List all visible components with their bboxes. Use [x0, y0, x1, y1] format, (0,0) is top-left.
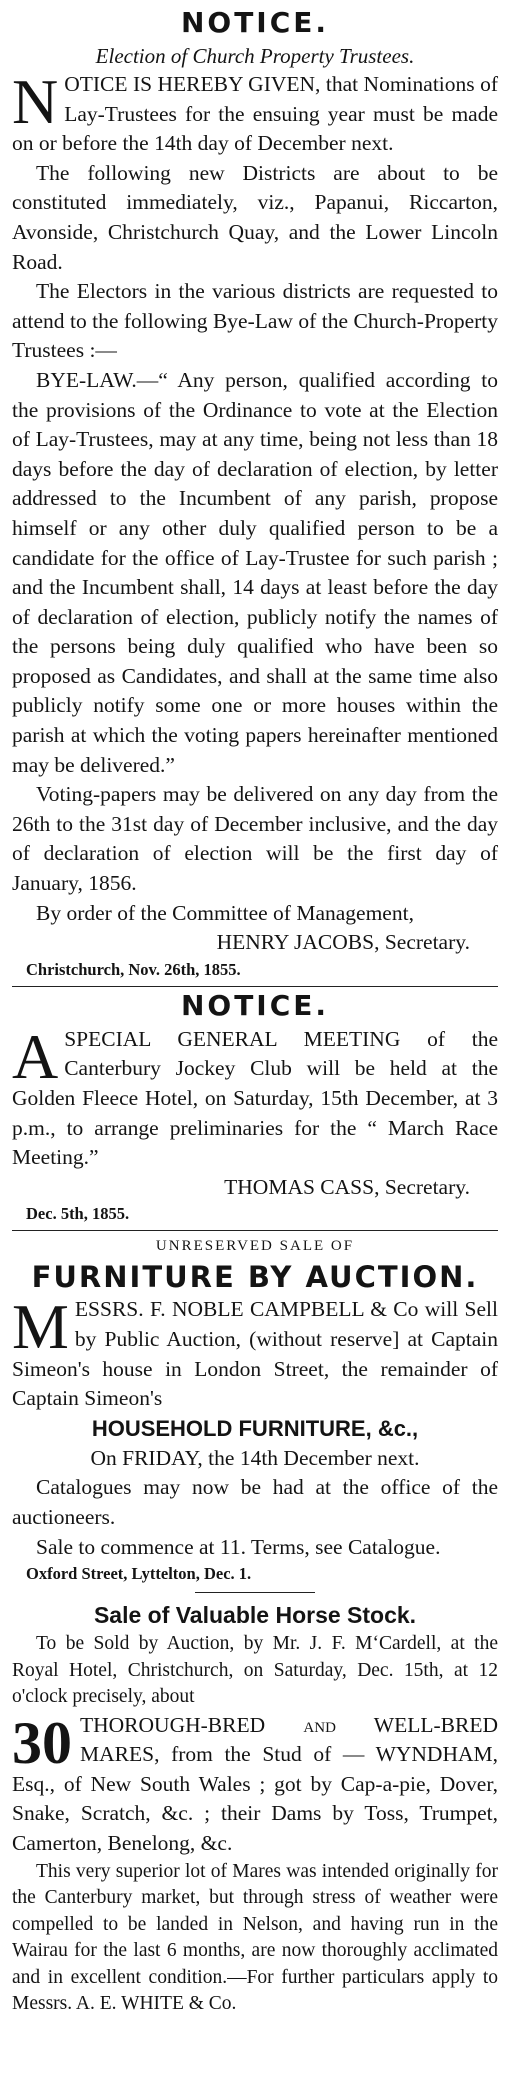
notice-subheading: Election of Church Property Trustees. — [95, 44, 415, 68]
drop-cap: N — [12, 66, 59, 137]
horse-sale-heading: Sale of Valuable Horse Stock. — [93, 1602, 417, 1629]
horse-sale-intro: To be Sold by Auction, by Mr. J. F. M‘Cardell, at the Royal Hotel, Christchurch, on Saturday, Dec. 15th, at 12 o'clock precisely, about — [12, 1633, 498, 1708]
signature-title: Secretary. — [384, 1174, 470, 1199]
paragraph-text: will Sell by Public Auction, (without reserve] at Captain Simeon's house in London Street, the remainder of Captain Simeon's — [12, 1297, 499, 1411]
furniture-auction — [12, 1233, 498, 1586]
horse-sale-paragraph-2: This very superior lot of Mares was intended originally for the Canterbury market, but through stress of weather were compelled to be landed in Nelson, and having run in the Wairau for the last 6 months, are now thoroughly acclimated and in excellent condition.—For further particulars apply to Messrs. A. E. WHITE & Co. — [12, 1860, 498, 2015]
notice-heading: NOTICE. — [180, 988, 330, 1022]
bye-law-paragraph — [12, 366, 498, 780]
auction-heading: FURNITURE BY AUCTION. — [31, 1260, 479, 1295]
horse-sale-paragraph — [12, 1711, 498, 1859]
bye-law-label: BYE-LAW. — [36, 367, 137, 392]
auction-date: On FRIDAY, the 14th December next. — [90, 1445, 420, 1470]
divider-short — [195, 1592, 315, 1593]
notice-jockey-club — [12, 989, 498, 1227]
lead-caps: SPECIAL GENERAL MEETING — [64, 1026, 401, 1051]
paragraph-text: of the Canterbury Jockey Club will be held at the Golden Fleece Hotel, on Saturday, 15th December, at 3 p.m., to arrange preliminaries for the “ March Race Meeting.” — [12, 1026, 498, 1170]
notice-church-property — [12, 6, 498, 982]
auction-paragraph-3: Sale to commence at 11. Terms, see Catalogue. — [36, 1534, 441, 1559]
signature-name: THOMAS CASS, — [224, 1174, 380, 1199]
lead-caps: ESSRS. F. NOBLE CAMPBELL & Co — [74, 1297, 419, 1322]
horse-sale — [12, 1599, 498, 2017]
signature-title: Secretary. — [384, 930, 470, 955]
drop-cap: A — [12, 1020, 59, 1092]
divider — [12, 1230, 498, 1231]
notice-paragraph-3: The Electors in the various districts are requested to attend to the following Bye-Law of the Church-Property Trustees :— — [12, 279, 498, 363]
notice-paragraph-5: By order of the Committee of Management, — [36, 900, 414, 925]
big-number: 30 — [12, 1709, 72, 1776]
signature-name: HENRY JACOBS, — [216, 930, 380, 955]
auction-preheading: UNRESERVED SALE OF — [155, 1238, 355, 1255]
auction-subheading: HOUSEHOLD FURNITURE, &c., — [91, 1415, 419, 1441]
paragraph-text: that Nominations of Lay-Trustees for the ensuing year must be made on or before the 14th day of December next. — [12, 72, 498, 156]
paragraph-text: from the Stud of — WYNDHAM, Esq., of New South Wales ; got by Cap-a-pie, Dover, Snake, Scratch, &c. ; their Dams by Toss, Trumpet, Camerton, Benelong, &c. — [12, 1742, 498, 1855]
notice-heading: NOTICE. — [180, 6, 330, 39]
dateline: Christchurch, Nov. 26th, 1855. — [26, 959, 241, 979]
signature — [12, 1173, 498, 1203]
dateline: Oxford Street, Lyttelton, Dec. 1. — [26, 1564, 252, 1584]
drop-cap: M — [12, 1291, 69, 1363]
bye-law-text: —“ Any person, qualified according to the provisions of the Ordinance to vote at the Election of Lay-Trustees, may at any time, being not less than 18 days before the day of declaration of election, by letter addressed to the Incumbent of any parish, propose himself or any other duly qualified person to be a candidate for the office of Lay-Trustee for such parish ; and the Incumbent shall, 14 days at least before the day of declaration of election, publicly notify the names of the persons being duly qualified who have been so proposed as Candidates, and shall at the same time also publicly notify some one or more houses within the parish at which the voting papers hereinafter mentioned may be delivered.” — [12, 367, 498, 777]
divider — [12, 986, 498, 987]
notice-paragraph — [12, 1020, 498, 1173]
signature — [12, 928, 498, 958]
lead-caps: OTICE IS HEREBY GIVEN, — [64, 72, 321, 96]
auction-paragraph — [12, 1291, 499, 1413]
lead-caps: THOROUGH-BRED and WELL-BRED MARES, — [80, 1712, 498, 1767]
notice-paragraph-2: The following new Districts are about to be constituted immediately, viz., Papanui, Riccarton, Avonside, Christchurch Quay, and the Lower Lincoln Road. — [12, 160, 498, 274]
dateline: Dec. 5th, 1855. — [26, 1204, 130, 1224]
notice-paragraph-4: Voting-papers may be delivered on any day from the 26th to the 31st day of December inclusive, and the day of declaration of election will be the first day of January, 1856. — [12, 782, 498, 896]
notice-paragraph-1 — [12, 66, 498, 159]
auction-paragraph-2: Catalogues may now be had at the office of the auctioneers. — [12, 1475, 498, 1529]
